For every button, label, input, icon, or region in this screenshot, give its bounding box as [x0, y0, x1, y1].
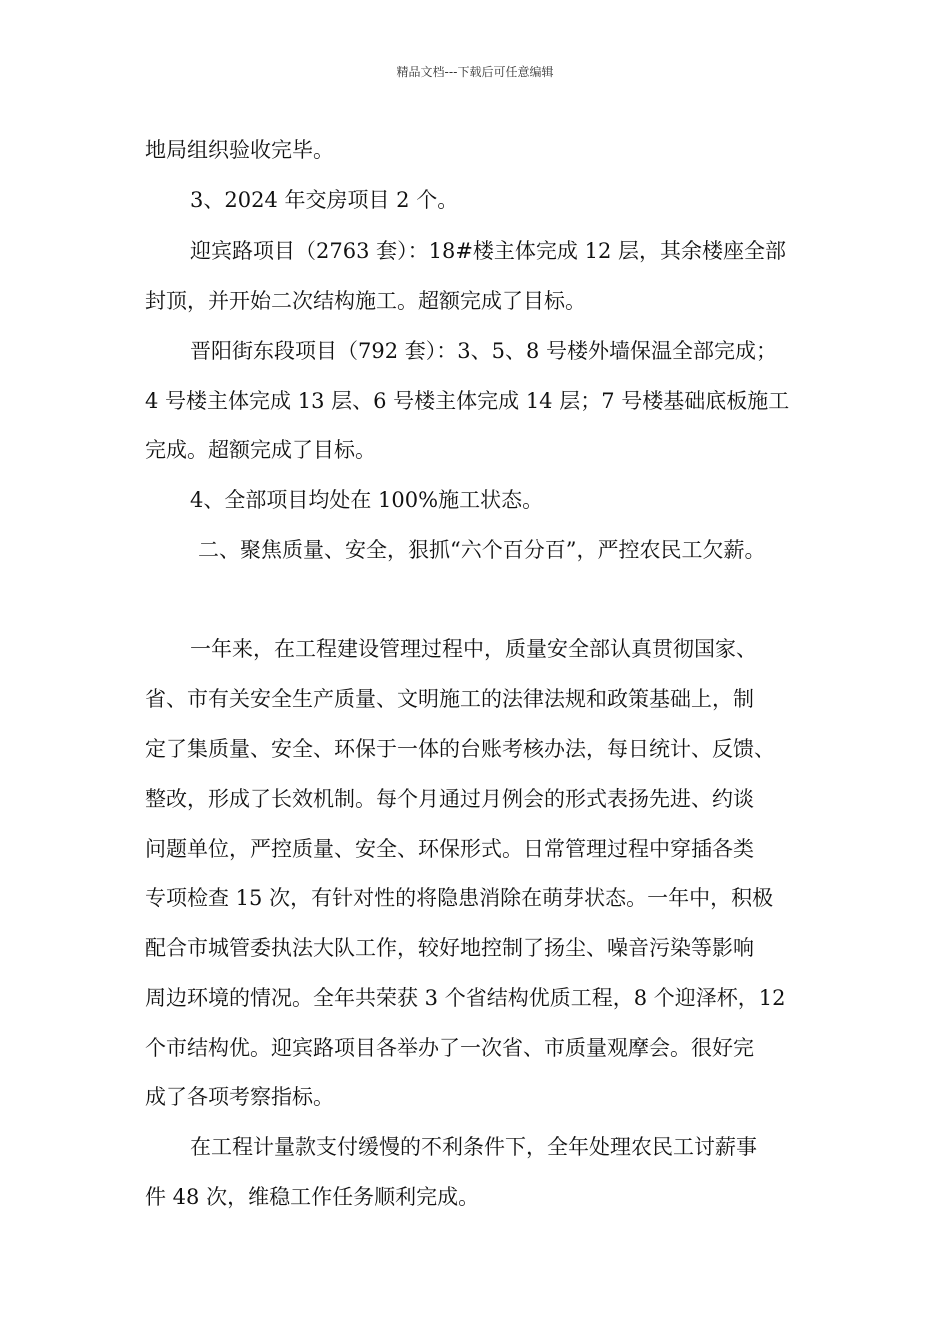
- text-line: 成了各项考察指标。: [145, 1085, 334, 1109]
- text-line: 定了集质量、安全、环保于一体的台账考核办法，每日统计、反馈、: [145, 737, 775, 761]
- text-line: 4 号楼主体完成 13 层、6 号楼主体完成 14 层；7 号楼基础底板施工: [145, 389, 790, 413]
- text-line: 周边环境的情况。全年共荣获 3 个省结构优质工程，8 个迎泽杯，12: [145, 986, 786, 1010]
- text-line: 问题单位，严控质量、安全、环保形式。日常管理过程中穿插各类: [145, 837, 754, 861]
- text-line: 一年来，在工程建设管理过程中，质量安全部认真贯彻国家、: [190, 637, 757, 661]
- list-item-heading: 4、全部项目均处在 100%施工状态。: [190, 488, 544, 512]
- list-item-heading: 3、2024 年交房项目 2 个。: [190, 188, 459, 212]
- text-line: 整改，形成了长效机制。每个月通过月例会的形式表扬先进、约谈: [145, 787, 754, 811]
- text-line: 迎宾路项目（2763 套）：18#楼主体完成 12 层，其余楼座全部: [190, 239, 787, 263]
- text-line: 地局组织验收完毕。: [145, 138, 334, 162]
- text-line: 封顶，并开始二次结构施工。超额完成了目标。: [145, 289, 586, 313]
- text-line: 在工程计量款支付缓慢的不利条件下，全年处理农民工讨薪事: [190, 1135, 757, 1159]
- text-line: 个市结构优。迎宾路项目各举办了一次省、市质量观摩会。很好完: [145, 1036, 754, 1060]
- text-line: 件 48 次，维稳工作任务顺利完成。: [145, 1185, 480, 1209]
- text-line: 省、市有关安全生产质量、文明施工的法律法规和政策基础上，制: [145, 687, 754, 711]
- page-header: 精品文档---下载后可任意编辑: [396, 65, 554, 79]
- text-line: 完成。超额完成了目标。: [145, 438, 376, 462]
- text-line: 专项检查 15 次，有针对性的将隐患消除在萌芽状态。一年中，积极: [145, 886, 774, 910]
- text-line: 晋阳街东段项目（792 套）：3、5、8 号楼外墙保温全部完成；: [190, 339, 778, 363]
- text-line: 配合市城管委执法大队工作，较好地控制了扬尘、噪音污染等影响: [145, 936, 754, 960]
- section-heading: 二、聚焦质量、安全，狠抓“六个百分百”，严控农民工欠薪。: [198, 538, 766, 562]
